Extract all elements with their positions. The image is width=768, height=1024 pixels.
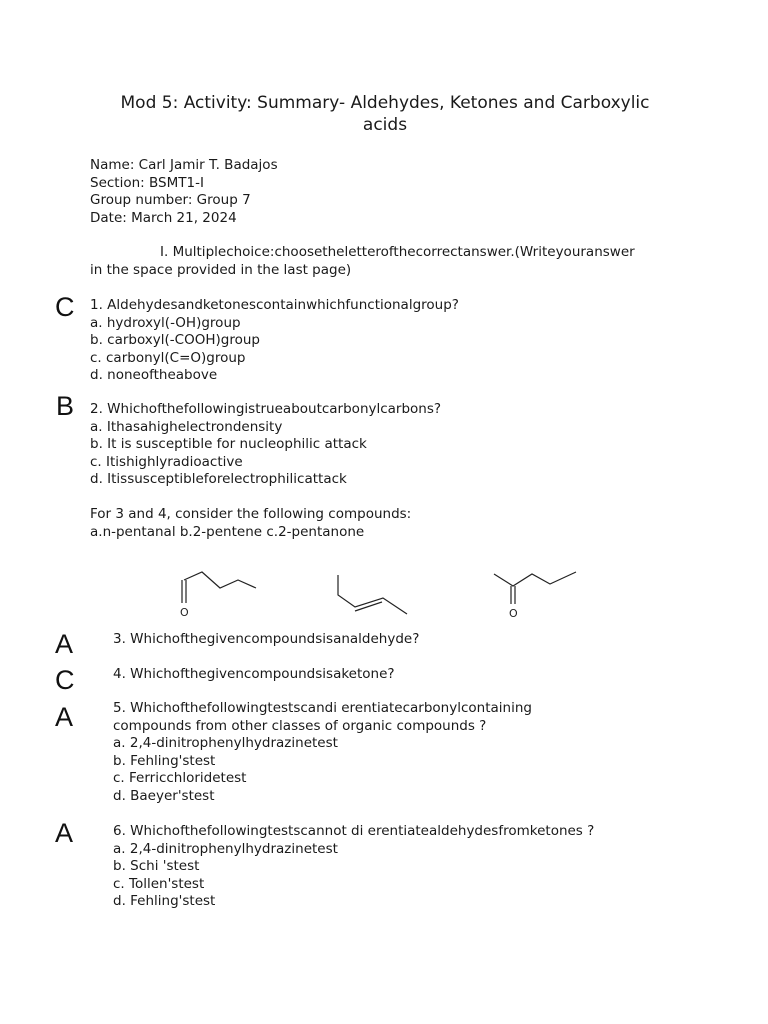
answer-5: A	[55, 702, 74, 732]
instructions-line-2: in the space provided in the last page)	[90, 261, 352, 278]
answer-1: C	[55, 292, 75, 322]
pentanone-chain	[494, 572, 576, 586]
question-2-option-a: a. Ithasahighelectrondensity	[90, 418, 283, 435]
question-1-stem: 1. Aldehydesandketonescontainwhichfunctionalgroup?	[90, 297, 459, 313]
pentanal-oxygen-label: O	[180, 606, 189, 619]
group-line: Group number: Group 7	[90, 192, 251, 208]
structure-pentene	[325, 572, 415, 622]
question-6-option-d: d. Fehling'stest	[113, 893, 216, 909]
structure-pentanal	[170, 568, 280, 620]
question-3-stem: 3. Whichofthegivencompoundsisanaldehyde?	[113, 631, 420, 647]
name-line: Name: Carl Jamir T. Badajos	[90, 157, 278, 173]
question-5-stem-2: compounds from other classes of organic compounds ?	[113, 717, 487, 734]
question-5-option-d: d. Baeyer'stest	[113, 787, 215, 804]
question-1-option-d: d. noneoftheabove	[90, 367, 218, 383]
section-line: Section: BSMT1-I	[90, 174, 204, 191]
page-title	[90, 92, 680, 136]
question-5-option-b: b. Fehling'stest	[113, 752, 216, 769]
question-1-option-a: a. hydroxyl(-OH)group	[90, 314, 241, 331]
answer-6: A	[55, 818, 74, 848]
structure-pentanone	[488, 568, 583, 620]
title-line-2: acids	[362, 115, 408, 135]
question-3	[113, 631, 419, 649]
question-2-stem: 2. Whichofthefollowingistrueaboutcarbonylcarbons?	[90, 401, 442, 417]
question-2-option-b: b. It is susceptible for nucleophilic attack	[90, 436, 367, 452]
instructions-line-1: I. Multiplechoice:choosetheletterofthecorrectanswer.(Writeyouranswer	[160, 244, 635, 260]
question-2-option-d: d. Itissusceptibleforelectrophilicattack	[90, 471, 347, 487]
date-line: Date: March 21, 2024	[90, 209, 237, 226]
answer-2: B	[56, 391, 75, 421]
question-6-option-b: b. Schi 'stest	[113, 858, 200, 874]
compounds-intro	[90, 506, 411, 541]
question-5	[113, 700, 532, 805]
question-5-option-c: c. Ferricchloridetest	[113, 770, 247, 786]
compounds-intro-text: For 3 and 4, consider the following compounds:	[90, 506, 412, 522]
question-2	[90, 401, 441, 489]
question-4-stem: 4. Whichofthegivencompoundsisaketone?	[113, 666, 395, 682]
pentanal-chain	[184, 572, 256, 588]
question-6-option-a: a. 2,4-dinitrophenylhydrazinetest	[113, 840, 338, 857]
compounds-list: a.n-pentanal b.2-pentene c.2-pentanone	[90, 523, 365, 540]
question-1-option-b: b. carboxyl(-COOH)group	[90, 332, 260, 348]
pentene-double-bond	[355, 602, 382, 611]
question-5-option-a: a. 2,4-dinitrophenylhydrazinetest	[113, 735, 338, 751]
instructions	[90, 244, 635, 279]
pentanone-oxygen-label: O	[509, 607, 518, 620]
question-6-option-c: c. Tollen'stest	[113, 875, 205, 892]
question-1-option-c: c. carbonyl(C=O)group	[90, 349, 246, 366]
answer-4: C	[55, 665, 75, 695]
question-4	[113, 666, 395, 684]
question-6	[113, 823, 594, 911]
question-1	[90, 297, 459, 385]
question-5-stem-1: 5. Whichofthefollowingtestscandi erentiatecarbonylcontaining	[113, 700, 532, 716]
question-6-stem: 6. Whichofthefollowingtestscannot di erentiatealdehydesfromketones ?	[113, 823, 595, 839]
pentene-chain	[338, 575, 407, 614]
title-line-1: Mod 5: Activity: Summary- Aldehydes, Ketones and Carboxylic	[120, 93, 650, 113]
student-info	[90, 157, 278, 227]
question-2-option-c: c. Itishighlyradioactive	[90, 453, 243, 470]
answer-3: A	[55, 629, 74, 659]
